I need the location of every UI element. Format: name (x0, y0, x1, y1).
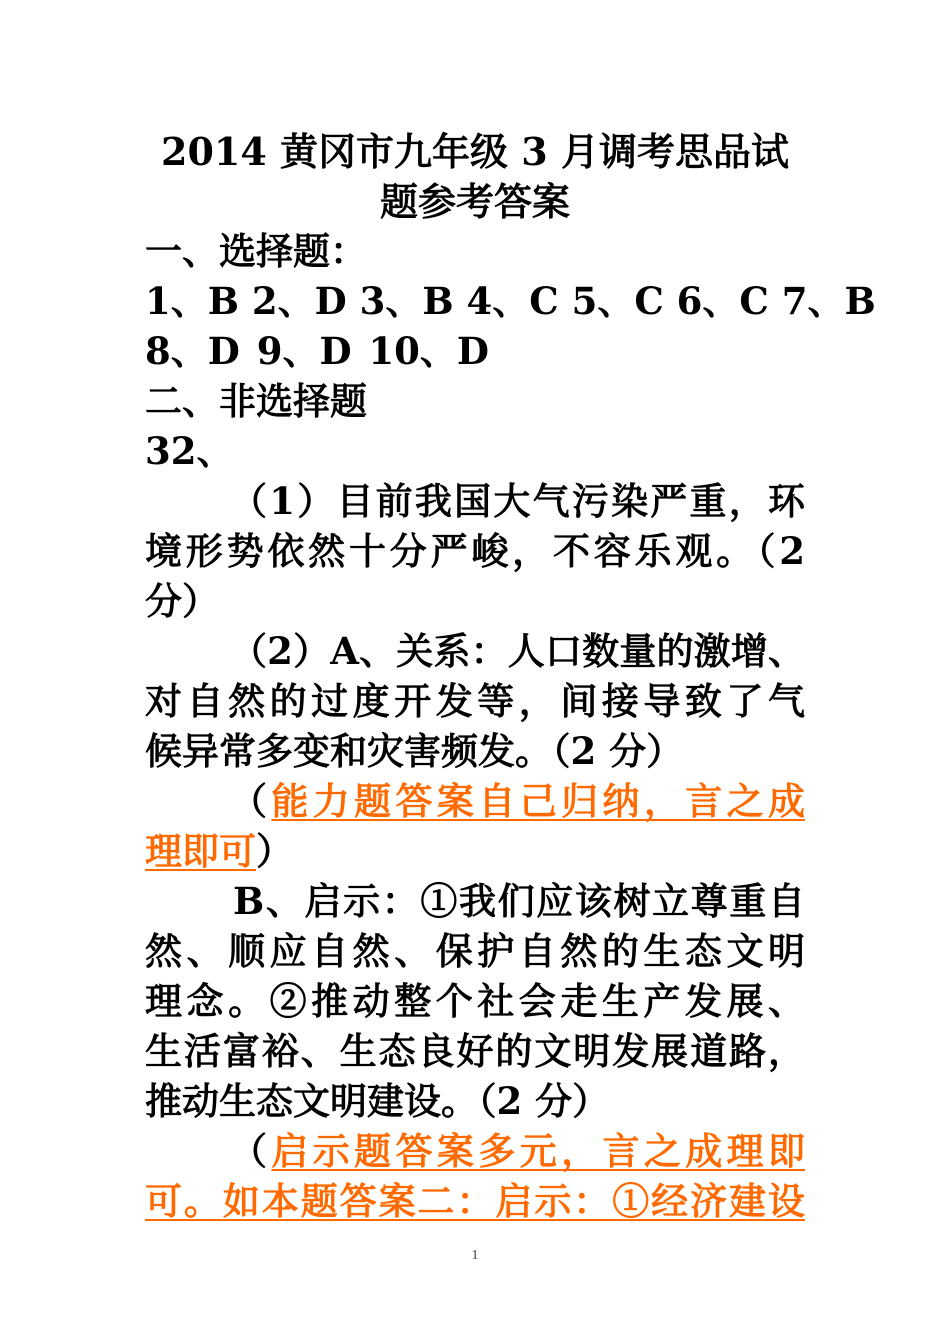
title-line-1: 2014 黄冈市九年级 3 月调考思品试 (161, 129, 789, 174)
answer-2-line-1: （2）A、关系：人口数量的激增、 (230, 629, 805, 673)
answer-1-line-1: （1）目前我国大气污染严重，环 (230, 479, 805, 523)
answer-1-line-2: 境形势依然十分严峻，不容乐观。（2 (145, 529, 805, 573)
answer-b-line-5: 推动生态文明建设。（2 分） (145, 1079, 610, 1123)
question-number: 32、 (145, 429, 234, 473)
answer-2-line-2: 对自然的过度开发等，间接导致了气 (145, 679, 805, 723)
section-heading-nonchoice: 二、非选择题 (145, 379, 367, 423)
multiple-choice-answers-2: 8、D 9、D 10、D (145, 329, 489, 373)
section-heading-choice: 一、选择题： (145, 229, 367, 273)
note-2-highlight-2: 可。如本题答案二：启示：①经济建设 (145, 1179, 805, 1223)
note-1-highlight-1: 能力题答案自己归纳，言之成 (271, 779, 806, 823)
note-1-highlight-2: 理即可 (145, 829, 256, 873)
answer-1-line-3: 分） (145, 579, 219, 623)
note-2-open-paren: （ (230, 1129, 272, 1173)
note-1-close-paren: ） (256, 829, 293, 873)
answer-b-line-2: 然、顺应自然、保护自然的生态文明 (145, 929, 805, 973)
note-1-line-1 (230, 776, 805, 826)
note-2-line-1 (230, 1126, 805, 1176)
note-1-line-2 (145, 826, 293, 876)
note-1-open-paren: （ (230, 779, 272, 823)
note-2-line-2 (145, 1176, 805, 1226)
answer-b-line-3: 理念。②推动整个社会走生产发展、 (145, 979, 805, 1023)
multiple-choice-answers-1: 1、B 2、D 3、B 4、C 5、C 6、C 7、B (145, 279, 876, 323)
page-number: 1 (471, 1248, 479, 1263)
answer-2-line-3: 候异常多变和灾害频发。（2 分） (145, 729, 684, 773)
title-line-2: 题参考答案 (379, 179, 570, 224)
answer-b-line-4: 生活富裕、生态良好的文明发展道路， (145, 1029, 805, 1073)
answer-b-line-1: B、启示：①我们应该树立尊重自 (233, 879, 805, 923)
note-2-highlight-1: 启示题答案多元，言之成理即 (271, 1129, 806, 1173)
